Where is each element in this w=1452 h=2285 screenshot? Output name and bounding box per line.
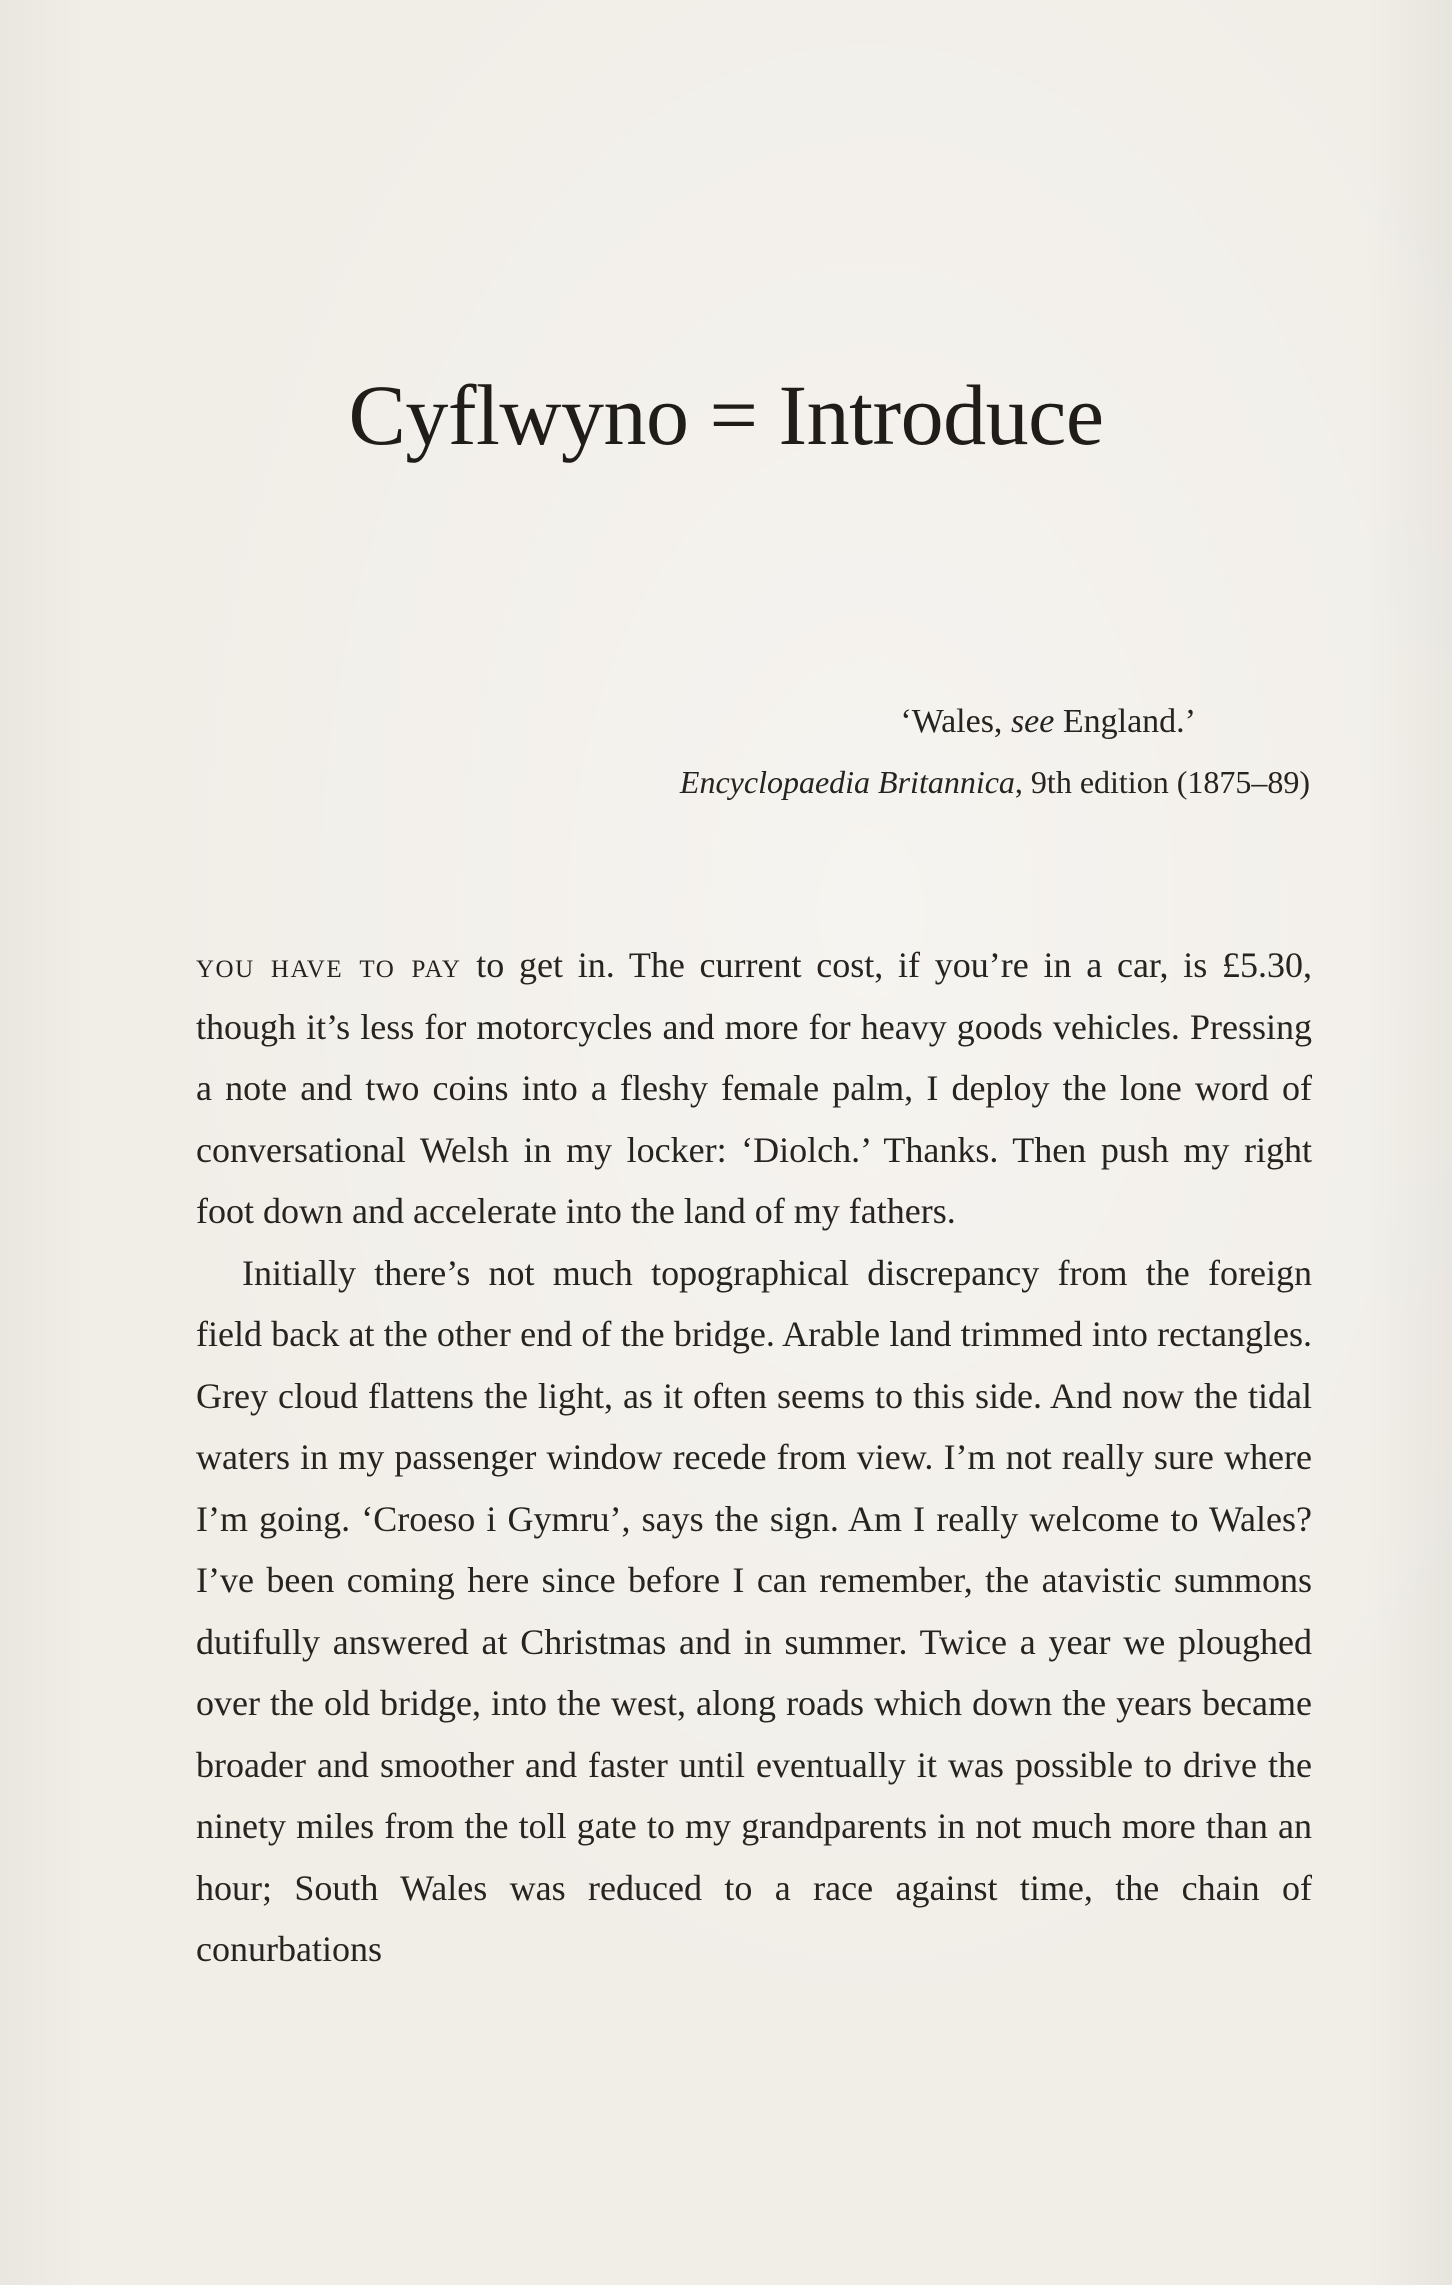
epigraph xyxy=(410,692,1310,812)
epigraph-quote-suffix: England.’ xyxy=(1054,703,1196,740)
epigraph-source-title: Encyclopaedia Britannica xyxy=(679,764,1015,800)
epigraph-source-edition: , 9th edition (1875–89) xyxy=(1014,764,1310,800)
paragraph-2: Initially there’s not much topographical discrepancy from the foreign field back at the other end of the bridge. Arable land trimmed into rectangles. Grey cloud flattens the light, as it often seems to this side. And now the tidal waters in my passenger window recede from view. I’m not really sure where I’m going. ‘Croeso i Gymru’, says the sign. Am I really welcome to Wales? I’ve been coming here since before I can remember, the atavistic summons dutifully answered at Christmas and in summer. Twice a year we ploughed over the old bridge, into the west, along roads which down the years became broader and smoother and faster until eventually it was possible to drive the ninety miles from the toll gate to my grandparents in not much more than an hour; South Wales was reduced to a race against time, the chain of conurbations xyxy=(196,1252,1312,1969)
paragraph-1-text: to get in. The current cost, if you’re in a car, is £5.30, though it’s less for motorcycles and more for heavy goods vehicles. Pressing a note and two coins into a fleshy female palm, I deploy the lone word of conversational Welsh in my locker: ‘Diolch.’ Thanks. Then push my right foot down and accelerate into the land of my fathers. xyxy=(196,945,1312,1231)
paragraph-1 xyxy=(196,935,1312,1243)
epigraph-quote xyxy=(410,692,1310,752)
paragraph-1-lead: you have to pay xyxy=(196,945,462,985)
epigraph-quote-italic: see xyxy=(1010,703,1055,740)
epigraph-quote-prefix: ‘Wales, xyxy=(900,703,1011,740)
body-text xyxy=(196,935,1312,1981)
epigraph-source xyxy=(410,752,1310,812)
chapter-title: Cyflwyno = Introduce xyxy=(348,367,1104,463)
